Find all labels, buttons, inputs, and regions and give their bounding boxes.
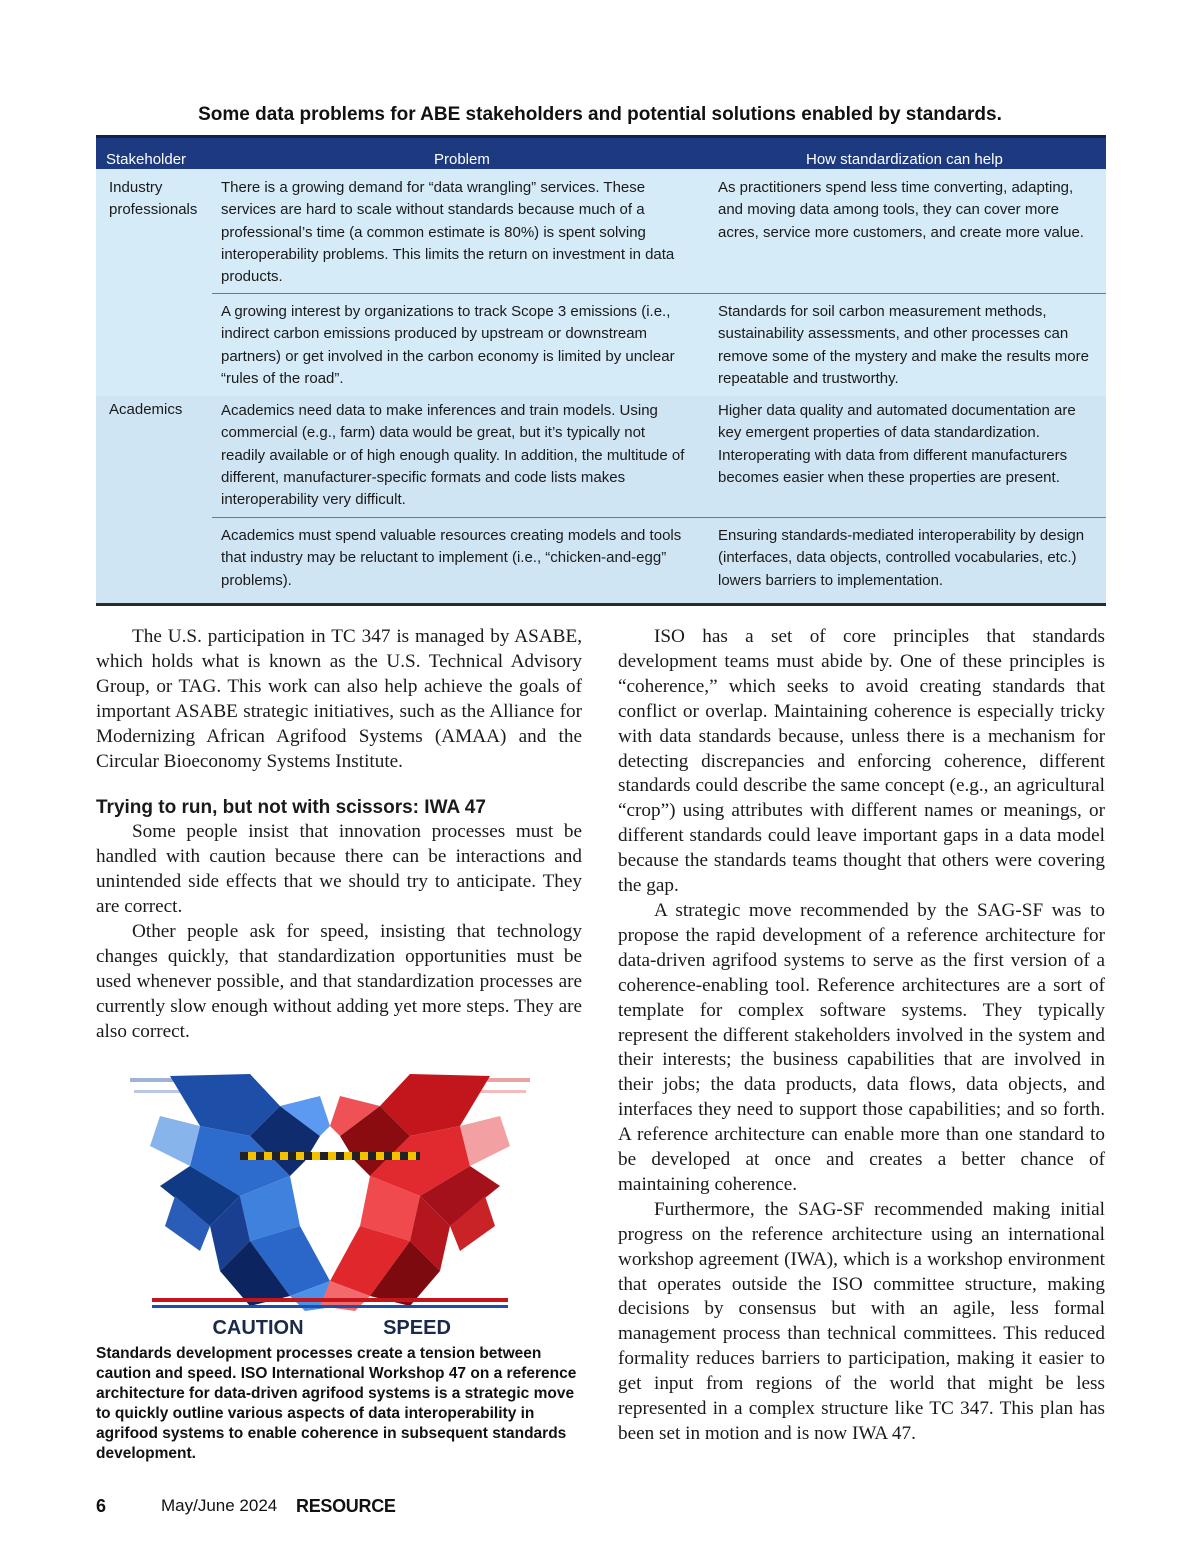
table-group-industry — [96, 169, 1106, 396]
table-title: Some data problems for ABE stakeholders and potential solutions enabled by standards. — [198, 104, 1002, 125]
body-paragraph: Furthermore, the SAG-SF recommended making initial progress on the reference architecture using an international workshop agreement (IWA), which is a workshop environment that operates outside the ISO committee structure, making decisions by consensus but with an agile, less formal management process than technical committees. This reduced formality reduces barriers to participation, making it easier to get input from regions of the world that might be less represented in a complex structure like TC 347. This plan has been set in motion and is now IWA 47. — [618, 1198, 1105, 1444]
rope — [240, 1152, 420, 1160]
body-paragraph: The U.S. participation in TC 347 is managed by ASABE, which holds what is known as the U.S. Technical Advisory Group, or TAG. This work can also help achieve the goals of important ASABE strategic initiatives, such as the Alliance for Modernizing African Agrifood Systems (AMAA) and the Circular Bioeconomy Systems Institute. — [96, 626, 582, 772]
help-cell: As practitioners spend less time converting, adapting, and moving data among tools, they can cover more acres, service more customers, and create more value. — [718, 179, 1084, 241]
body-paragraph: Other people ask for speed, insisting that technology changes quickly, that standardization opportunities must be used whenever possible, and that standardization processes are currently slow enough without adding yet more steps. They are also correct. — [96, 921, 582, 1042]
body-paragraph: ISO has a set of core principles that standards development teams must abide by. One of these principles is “coherence,” which seeks to avoid creating standards that conflict or overlap. Maintaining coherence is especially tricky with data standards because, unless there is a mechanism for detecting discrepancies and enforcing coherence, different standards could describe the same concept (e.g., an agricultural “crop”) using attributes with different names or meanings, or different standards could leave important gaps in a data model because the standards teams thought that others were covering the gap. — [618, 626, 1105, 897]
red-figure — [320, 1074, 510, 1311]
body-paragraph: A strategic move recommended by the SAG-SF was to propose the rapid development of a reference architecture for data-driven agrifood systems to serve as the first version of a coherence-enabling tool. Reference architectures are a sort of template for complex software systems. They typically represent the different stakeholders involved in the system and their interests; the business capabilities that are involved in their jobs; the data products, data flows, data objects, and interfaces they need to support those capabilities; and so forth. A reference architecture can enable more than one standard to be developed at once and creates a better chance of maintaining coherence. — [618, 899, 1105, 1195]
problem-cell: There is a growing demand for “data wrangling” services. These services are hard to scale without standards because much of a professional’s time (a common estimate is 80%) is spent solving interoperability problems. This limits the return on investment in data products. — [221, 179, 675, 286]
stakeholder-cell: Industry professionals — [109, 179, 198, 219]
left-column — [96, 625, 582, 1045]
problem-cell: A growing interest by organizations to track Scope 3 emissions (i.e., indirect carbon emissions produced by upstream or downstream partners) or get involved in the carbon economy is limited by unclear “rules of the road”. — [221, 303, 675, 387]
header-problem: Problem — [434, 151, 490, 168]
help-cell: Higher data quality and automated documentation are key emergent properties of data standardization. Interoperating with data from different manufacturers becomes easier when these properties are present. — [718, 402, 1076, 486]
tug-of-war-graphic — [130, 1066, 530, 1342]
magazine-name: RESOURCE — [296, 1496, 396, 1516]
table-header-row — [96, 135, 1106, 169]
table-group-academics — [96, 396, 1106, 606]
row-divider — [212, 517, 1106, 518]
section-heading: Trying to run, but not with scissors: IWA 47 — [96, 797, 486, 819]
tug-of-war-illustration — [130, 1066, 530, 1342]
header-help: How standardization can help — [806, 151, 1003, 168]
problem-cell: Academics need data to make inferences and train models. Using commercial (e.g., farm) data would be great, but it’s typically not readily available or of high enough quality. In addition, the multitude of different, manufacturer-specific formats and code lists makes interoperability very difficult. — [221, 402, 685, 509]
page-number: 6 — [96, 1496, 107, 1516]
right-column — [618, 625, 1105, 1447]
body-paragraph: Some people insist that innovation processes must be handled with caution because there can be interactions and unintended side effects that we should try to anticipate. They are correct. — [96, 821, 582, 918]
problem-cell: Academics must spend valuable resources creating models and tools that industry may be reluctant to implement (i.e., “chicken-and-egg” problems). — [221, 527, 682, 589]
stakeholder-cell: Academics — [109, 401, 183, 418]
header-stakeholder: Stakeholder — [106, 151, 187, 168]
row-divider — [212, 293, 1106, 294]
help-cell: Ensuring standards-mediated interoperability by design (interfaces, data objects, controlled vocabularies, etc.) lowers barriers to implementation. — [718, 527, 1085, 589]
blue-figure — [150, 1074, 340, 1311]
speed-label: SPEED — [383, 1317, 451, 1339]
figure-caption: Standards development processes create a tension between caution and speed. ISO International Workshop 47 on a reference architecture for data-driven agrifood systems is a strategic move to quickly outline various aspects of data interoperability in agrifood systems to enable coherence in subsequent standards development. — [96, 1345, 577, 1462]
help-cell: Standards for soil carbon measurement methods, sustainability assessments, and other processes can remove some of the mystery and make the results more repeatable and trustworthy. — [718, 303, 1089, 387]
issue-date: May/June 2024 — [161, 1496, 278, 1515]
caution-label: CAUTION — [212, 1317, 304, 1339]
